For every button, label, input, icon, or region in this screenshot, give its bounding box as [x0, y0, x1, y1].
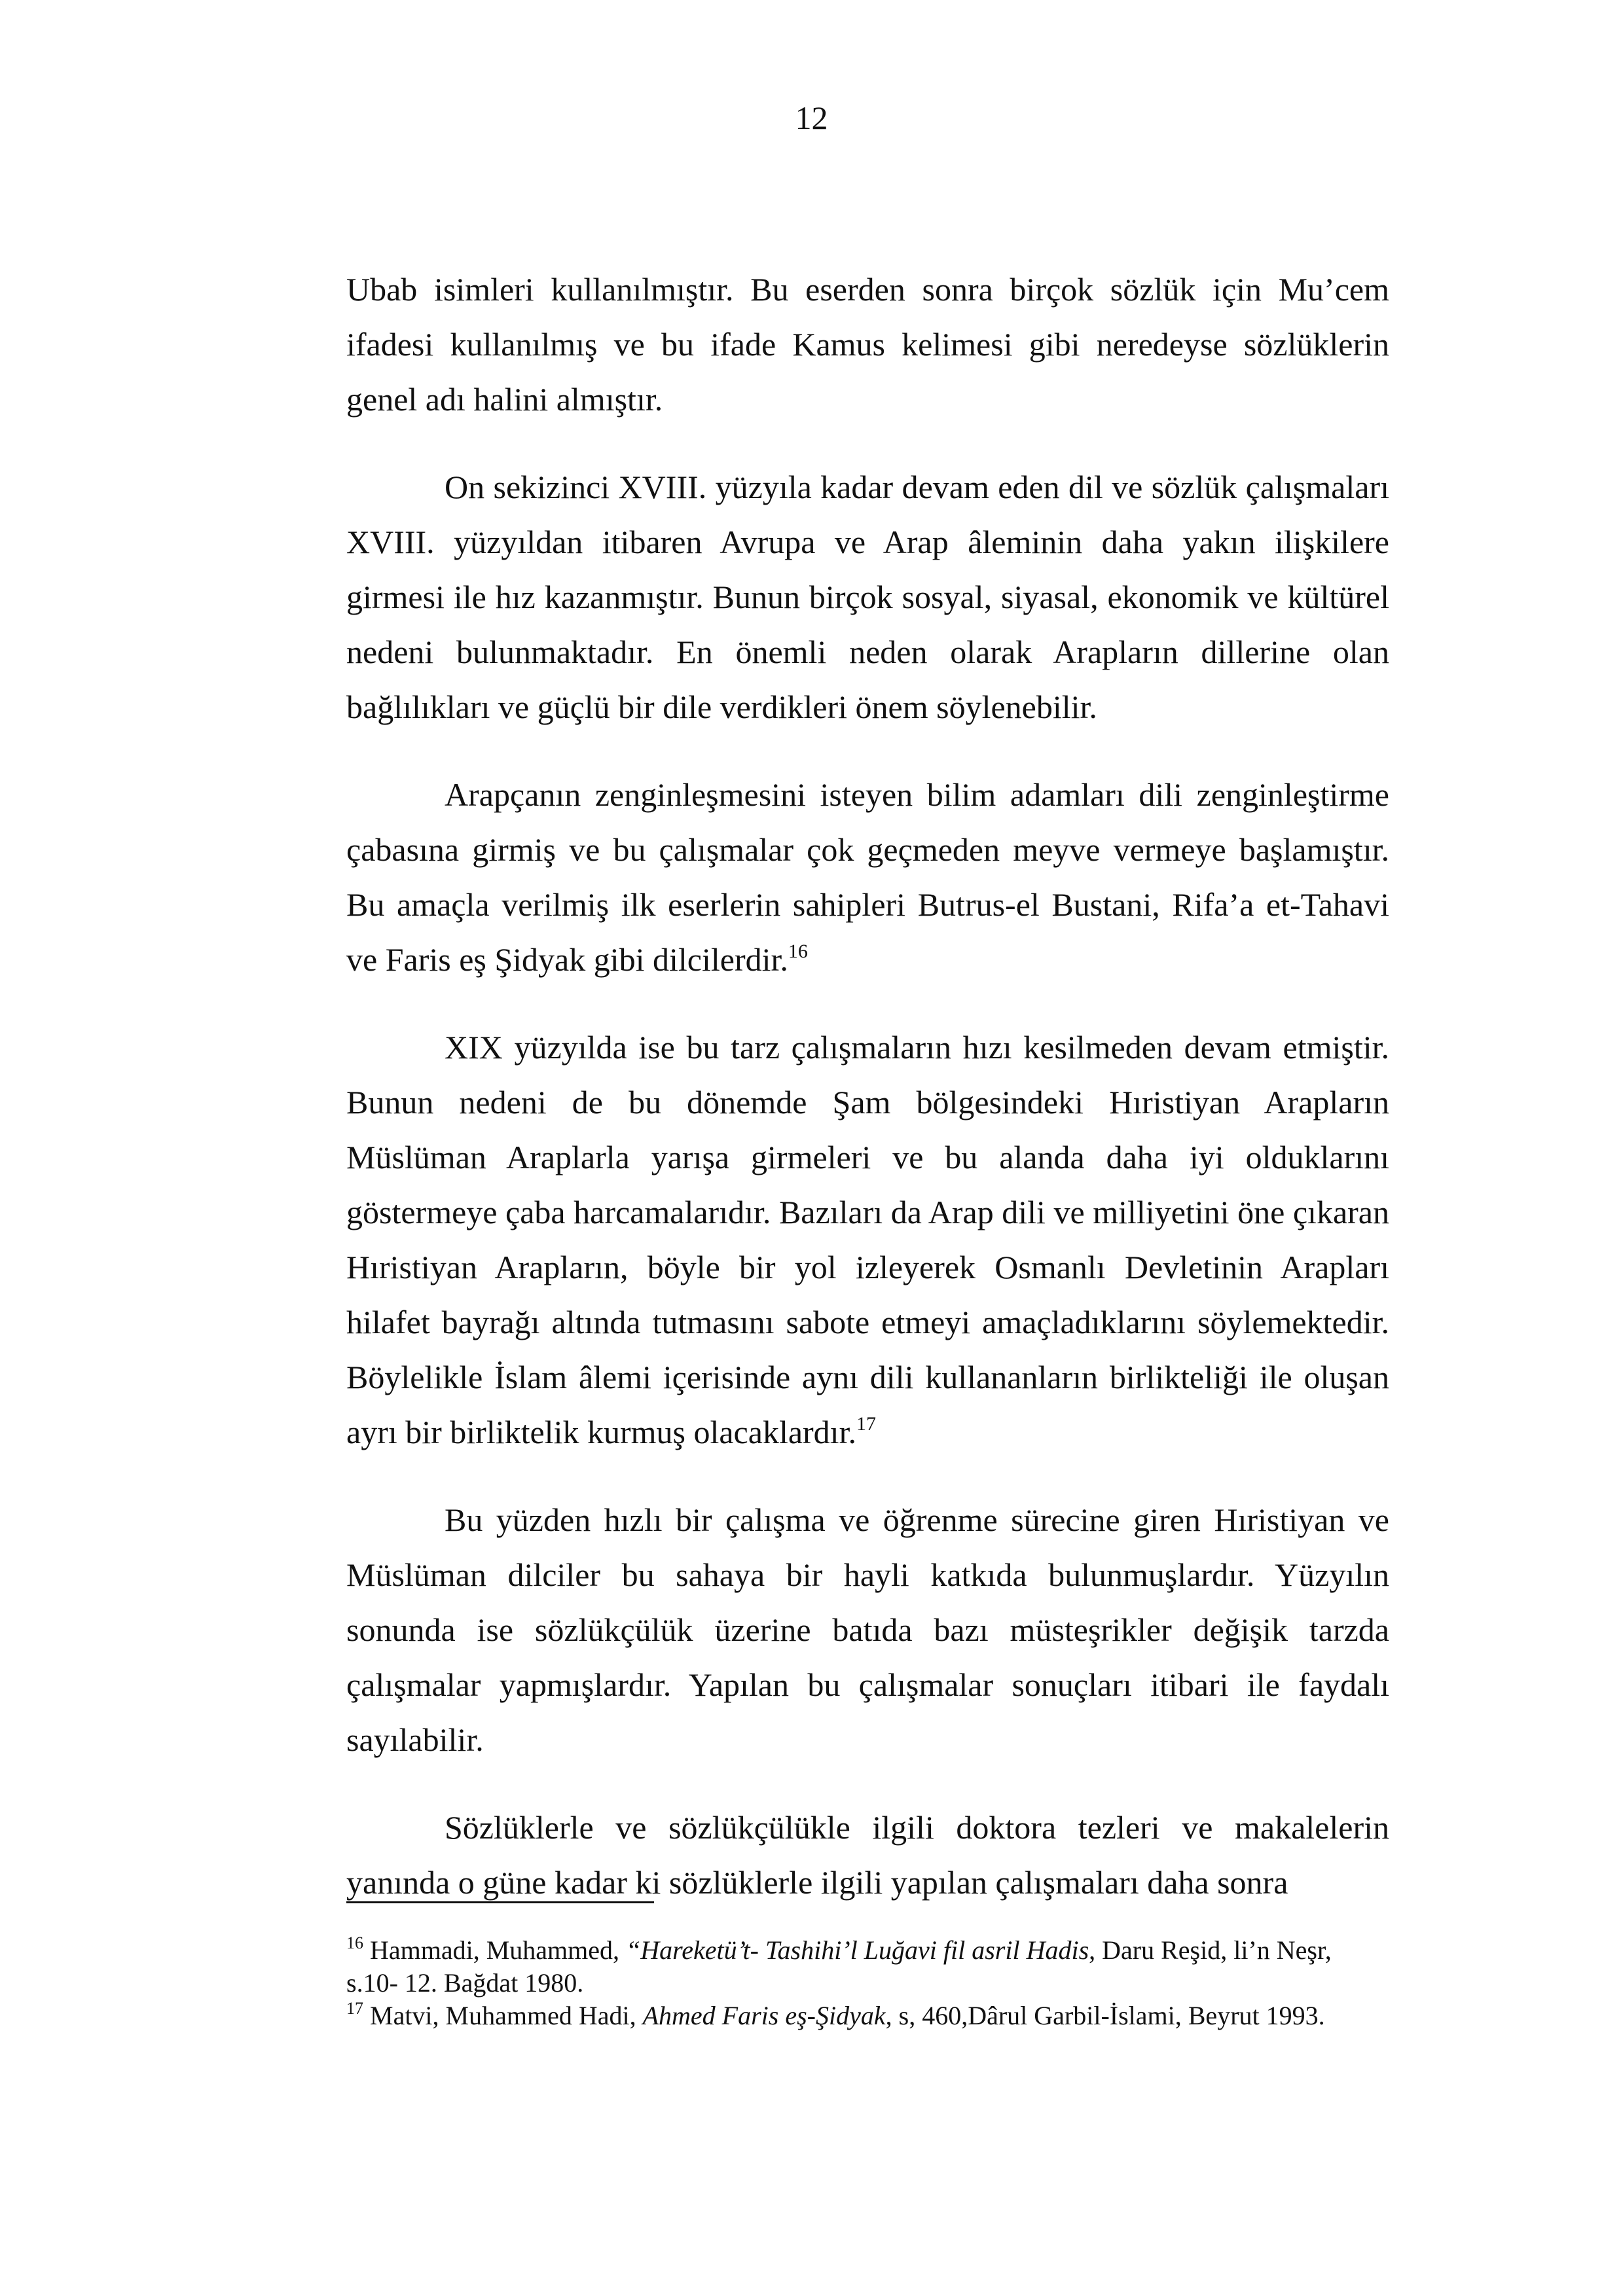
footnote-title: Ahmed Faris eş-Şidyak — [642, 2001, 886, 2030]
paragraph-text: Bu yüzden hızlı bir çalışma ve öğrenme sürecine giren Hıristiyan ve Müslüman dilciler bu sahaya bir hayli katkıda bulunmuşlardır. Yüzyılın sonunda ise sözlükçülük üzerine batıda bazı müsteşrikler değişik tarzda çalışmalar yapmışlardır. Yapılan bu çalışmalar sonuçları itibari ile faydalı sayılabilir. — [346, 1501, 1389, 1758]
paragraph-2 — [346, 459, 1389, 734]
footnote-separator — [346, 1901, 654, 1903]
paragraph-4 — [346, 1020, 1389, 1460]
paragraph-text: On sekizinci XVIII. yüzyıla kadar devam eden dil ve sözlük çalışmaları XVIII. yüzyıldan itibaren Avrupa ve Arap âleminin daha yakın ilişkilere girmesi ile hız kazanmıştır. Bunun birçok sosyal, siyasal, ekonomik ve kültürel nedeni bulunmaktadır. En önemli neden olarak Arapların dillerine olan bağlılıkları ve güçlü bir dile verdikleri önem söylenebilir. — [346, 469, 1389, 725]
paragraph-text: XIX yüzyılda ise bu tarz çalışmaların hızı kesilmeden devam etmiştir. Bunun nedeni de bu dönemde Şam bölgesindeki Hıristiyan Arapların Müslüman Araplarla yarışa girmeleri ve bu alanda daha iyi olduklarını göstermeye çaba harcamalarıdır. Bazıları da Arap dili ve milliyetini öne çıkaran Hıristiyan Arapların, böyle bir yol izleyerek Osmanlı Devletinin Arapları hilafet bayrağı altında tutmasını sabote etmeyi amaçladıklarını söylemektedir. Böylelikle İslam âlemi içerisinde aynı dili kullananların birlikteliği ile oluşan ayrı bir birliktelik kurmuş olacaklardır. — [346, 1029, 1389, 1450]
page-number: 12 — [795, 99, 828, 136]
footnote-publication: , Daru Reşid, li’n Neşr, s.10- 12. Bağdat 1980. — [346, 1935, 1332, 1998]
paragraph-text: Sözlüklerle ve sözlükçülükle ilgili doktora tezleri ve makalelerin yanında o güne kadar ki sözlüklerle ilgili yapılan çalışmaları daha sonra — [346, 1809, 1389, 1901]
footnote-16 — [346, 1934, 1389, 2000]
body-text — [346, 262, 1389, 1943]
footnote-17 — [346, 2000, 1389, 2032]
footnote-ref-17[interactable]: 17 — [856, 1413, 876, 1435]
footnote-ref-16[interactable]: 16 — [788, 941, 808, 962]
paragraph-5 — [346, 1492, 1389, 1767]
footnote-author: Hammadi, Muhammed, — [370, 1935, 627, 1965]
paragraph-3 — [346, 767, 1389, 987]
paragraph-6 — [346, 1800, 1389, 1910]
paragraph-text: Ubab isimleri kullanılmıştır. Bu eserden sonra birçok sözlük için Mu’cem ifadesi kullanılmış ve bu ifade Kamus kelimesi gibi neredeyse sözlüklerin genel adı halini almıştır. — [346, 271, 1389, 418]
footnote-number: 16 — [346, 1933, 363, 1952]
footnote-number: 17 — [346, 1999, 363, 2018]
paragraph-text: Arapçanın zenginleşmesini isteyen bilim adamları dili zenginleştirme çabasına girmiş ve bu çalışmalar çok geçmeden meyve vermeye başlamıştır. Bu amaçla verilmiş ilk eserlerin sahipleri Butrus-el Bustani, Rifa’a et-Tahavi ve Faris eş Şidyak gibi dilcilerdir. — [346, 776, 1389, 978]
footnotes — [346, 1934, 1389, 2032]
footnote-author: Matvi, Muhammed Hadi, — [370, 2001, 643, 2030]
footnote-title: “Hareketü’t- Tashihi’l Luğavi fil asril Hadis — [626, 1935, 1089, 1965]
paragraph-1 — [346, 262, 1389, 427]
footnote-publication: , s, 460,Dârul Garbil-İslami, Beyrut 1993. — [885, 2001, 1325, 2030]
